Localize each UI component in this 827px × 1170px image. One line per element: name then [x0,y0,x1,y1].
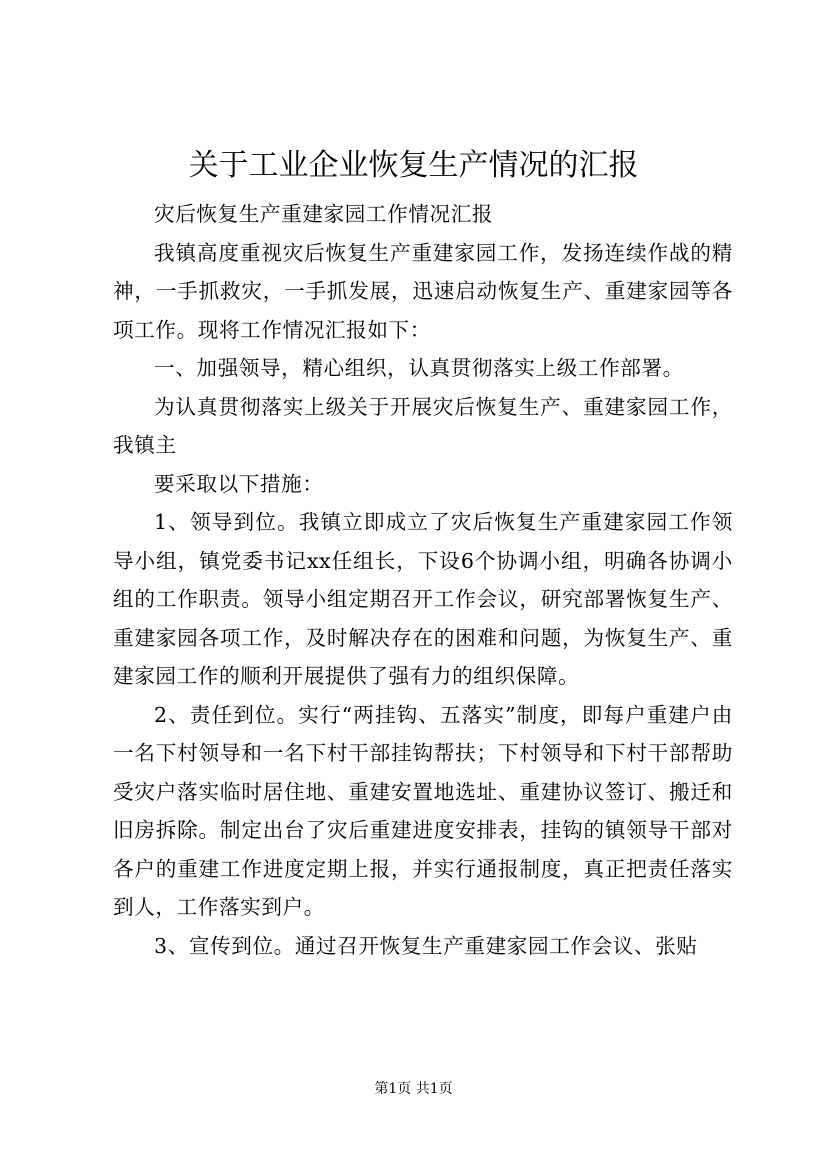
page-footer: 第1页 共1页 [374,1081,453,1097]
paragraph-subtitle: 灾后恢复生产重建家园工作情况汇报 [154,202,494,226]
paragraph-item-publicity: 3、宣传到位。通过召开恢复生产重建家园工作会议、张贴 [154,933,698,958]
paragraph-intro: 我镇高度重视灾后恢复生产重建家园工作，发扬连续作战的精神，一手抓救灾，一手抓发展，迅速启动恢复生产、重建家园等各项工作。现将工作情况汇报如下： [113,240,733,342]
paragraph-measures-lead: 要采取以下措施： [154,471,324,496]
paragraph-item-leadership: 1、领导到位。我镇立即成立了灾后恢复生产重建家园工作领导小组，镇党委书记xx任组长，下设6个协调小组，明确各协调小组的工作职责。领导小组定期召开工作会议，研究部署恢复生产、重建家园各项工作，及时解决存在的困难和问题，为恢复生产、重建家园工作的顺利开展提供了强有力的组织保障。 [113,510,733,688]
document-body [113,195,733,965]
paragraph-measures-intro: 为认真贯彻落实上级关于开展灾后恢复生产、重建家园工作，我镇主 [113,394,733,457]
document-title: 关于工业企业恢复生产情况的汇报 [188,148,639,183]
paragraph-section-one-heading: 一、加强领导，精心组织，认真贯彻落实上级工作部署。 [154,356,684,380]
paragraph-item-responsibility: 2、责任到位。实行“两挂钩、五落实”制度，即每户重建户由一名下村领导和一名下村干部挂钩帮扶；下村领导和下村干部帮助受灾户落实临时居住地、重建安置地选址、重建协议签订、搬迁和旧房拆除。制定出台了灾后重建进度安排表，挂钩的镇领导干部对各户的重建工作进度定期上报，并实行通报制度，真正把责任落实到人，工作落实到户。 [113,702,733,919]
